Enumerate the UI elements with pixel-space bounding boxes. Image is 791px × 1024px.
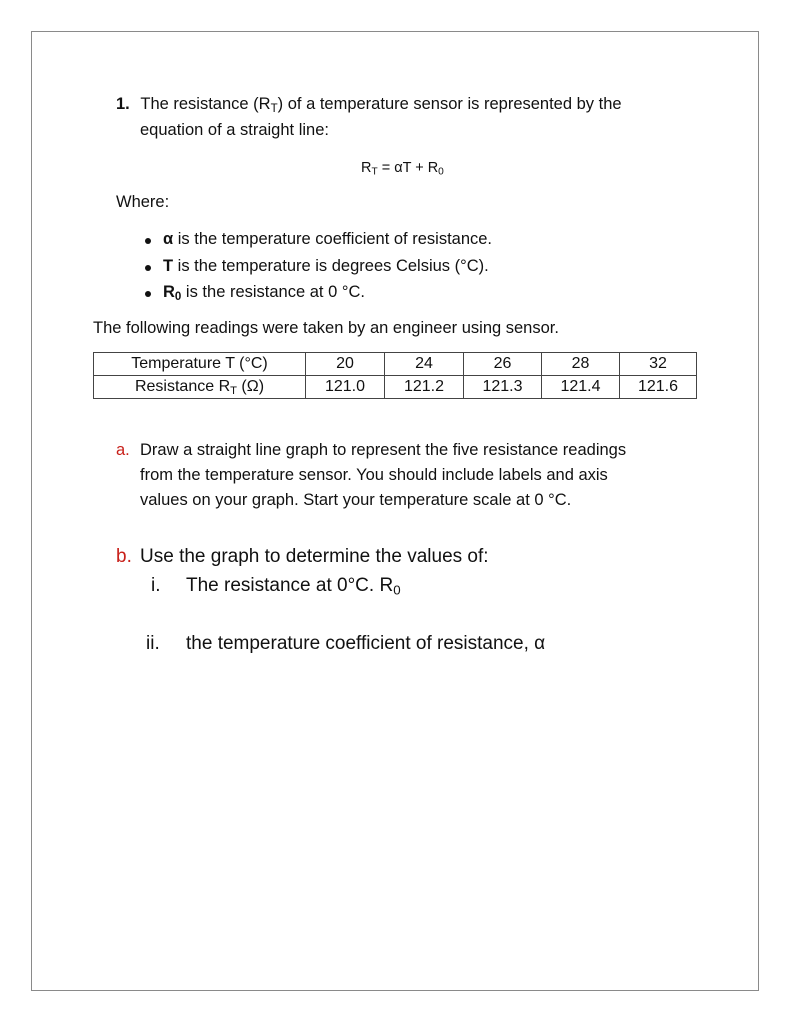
definition-text: is the temperature coefficient of resistance. [173, 230, 493, 248]
definition-temperature [163, 257, 489, 276]
part-a-line1: Draw a straight line graph to represent the five resistance readings [140, 441, 627, 459]
definition-alpha [163, 230, 492, 249]
part-b-letter: b. [116, 546, 132, 567]
part-b-i-text [186, 575, 401, 597]
table-cell: 24 [385, 353, 464, 376]
bullet-icon [145, 238, 151, 244]
table-cell: 121.2 [385, 376, 464, 399]
part-b-i-label: The resistance at 0°C. R [186, 575, 394, 596]
table-row [94, 353, 697, 376]
row-header-sub: T [230, 384, 237, 397]
definition-symbol-sub: 0 [174, 290, 182, 303]
definition-text: is the resistance at 0 °C. [181, 283, 365, 301]
part-a-letter: a. [116, 441, 130, 459]
definition-text: is the temperature is degrees Celsius (°C). [173, 257, 489, 275]
definition-symbol: T [163, 257, 174, 275]
where-label: Where: [116, 193, 170, 211]
table-cell: 121.3 [464, 376, 542, 399]
question-intro-line2: equation of a straight line: [140, 121, 329, 139]
table-row [94, 376, 697, 399]
equation-lhs: R [361, 160, 372, 176]
definition-symbol: R [163, 283, 175, 301]
definition-symbol: α [163, 230, 174, 248]
equation [361, 160, 444, 176]
definition-r0 [163, 283, 365, 302]
bullet-icon [145, 291, 151, 297]
table-cell: 26 [464, 353, 542, 376]
part-b-text: Use the graph to determine the values of: [140, 546, 489, 567]
part-b-i-number: i. [151, 575, 161, 596]
table-cell: 121.4 [542, 376, 620, 399]
equation-mid: = αT + R [377, 160, 439, 176]
intro-text-a: The resistance (R [140, 95, 271, 113]
row-header-resistance [94, 376, 306, 399]
readings-table [93, 352, 697, 399]
intro-sub: T [270, 102, 278, 115]
table-cell: 28 [542, 353, 620, 376]
part-a-line3: values on your graph. Start your temperature scale at 0 °C. [140, 491, 572, 509]
part-b-i-sub: 0 [393, 582, 401, 598]
table-cell: 121.6 [620, 376, 697, 399]
intro-text-b: ) of a temperature sensor is represented by the [277, 95, 622, 113]
table-cell: 121.0 [306, 376, 385, 399]
part-b-ii-text: the temperature coefficient of resistance, α [186, 633, 546, 654]
row-header-text: Resistance R [134, 378, 231, 395]
equation-lhs-sub: T [371, 166, 378, 178]
equation-rhs-sub: 0 [438, 166, 444, 178]
table-cell: 32 [620, 353, 697, 376]
row-header-unit: (Ω) [236, 378, 265, 395]
part-a-line2: from the temperature sensor. You should include labels and axis [140, 466, 608, 484]
bullet-icon [145, 265, 151, 271]
question-intro-line1 [116, 95, 622, 114]
row-header-temperature: Temperature T (°C) [94, 353, 306, 376]
part-b-ii-number: ii. [146, 633, 160, 654]
table-cell: 20 [306, 353, 385, 376]
readings-intro: The following readings were taken by an engineer using sensor. [93, 319, 559, 337]
question-number: 1. [116, 95, 130, 113]
